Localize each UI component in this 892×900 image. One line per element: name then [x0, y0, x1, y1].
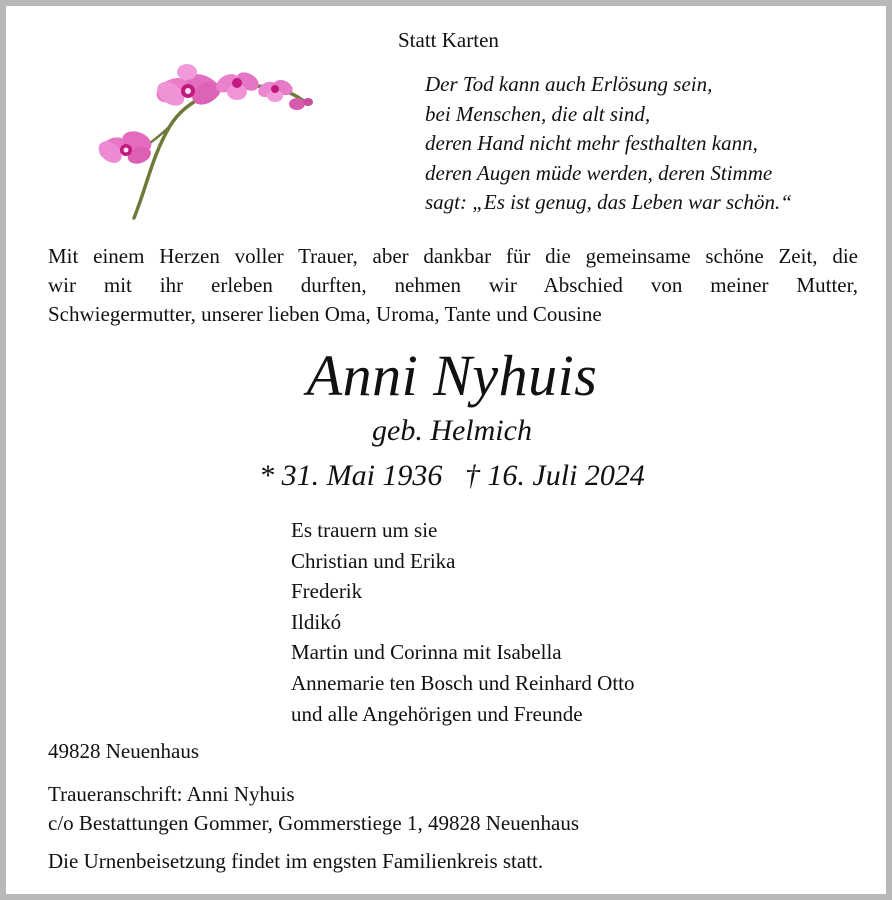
mourner-line: und alle Angehörigen und Freunde	[291, 701, 583, 726]
poem	[425, 70, 792, 218]
mourner-line: Martin und Corinna mit Isabella	[291, 640, 562, 665]
intro-line: wir mit ihr erleben durften, nehmen wir Abschied von meiner Mutter,	[48, 273, 858, 297]
maiden-name: geb. Helmich	[372, 414, 532, 447]
intro-line: Mit einem Herzen voller Trauer, aber dankbar für die gemeinsame schöne Zeit, die	[48, 244, 858, 268]
deceased-name: Anni Nyhuis	[306, 343, 598, 408]
mourner-line: Annemarie ten Bosch und Reinhard Otto	[291, 670, 635, 695]
poem-line: Der Tod kann auch Erlösung sein,	[425, 72, 713, 96]
poem-line: bei Menschen, die alt sind,	[425, 101, 651, 126]
orchid-branch-icon	[92, 46, 322, 226]
poem-line: sagt: „Es ist genug, das Leben war schön.“	[425, 190, 792, 214]
header-title: Statt Karten	[398, 28, 499, 52]
place-of-residence: 49828 Neuenhaus	[48, 739, 200, 763]
mourners-list	[291, 515, 635, 729]
poem-line: deren Hand nicht mehr festhalten kann,	[425, 131, 758, 155]
mourner-line: Es trauern um sie	[291, 518, 438, 542]
intro-paragraph	[48, 242, 858, 329]
life-dates: * 31. Mai 1936 † 16. Juli 2024	[259, 459, 645, 492]
address-line: c/o Bestattungen Gommer, Gommerstiege 1, 49828 Neuenhaus	[48, 811, 580, 835]
poem-line: deren Augen müde werden, deren Stimme	[425, 160, 773, 185]
mourning-address	[48, 780, 579, 838]
mourner-line: Christian und Erika	[291, 548, 456, 573]
burial-note: Die Urnenbeisetzung findet im engsten Familienkreis statt.	[48, 849, 544, 873]
address-line: Traueranschrift: Anni Nyhuis	[48, 782, 295, 806]
mourner-line: Frederik	[291, 579, 363, 604]
mourner-line: Ildikó	[291, 609, 342, 634]
intro-line: Schwiegermutter, unserer lieben Oma, Uroma, Tante und Cousine	[48, 302, 602, 326]
